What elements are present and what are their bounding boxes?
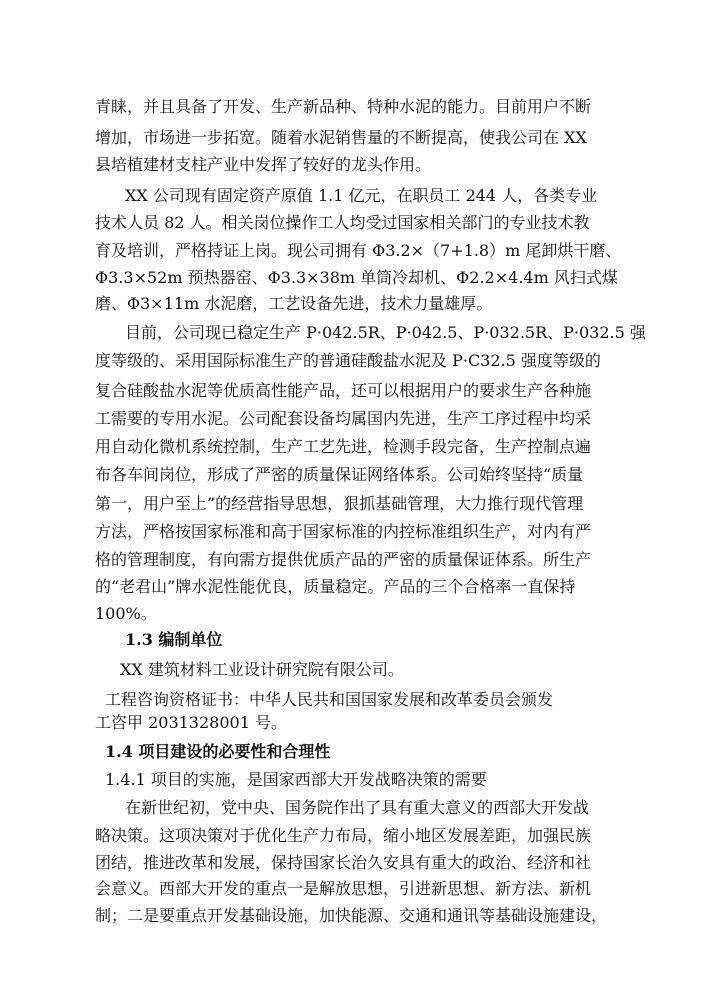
- text-line: 会意义。西部大开发的重点一是解放思想，引进新思想、新方法、新机: [95, 879, 592, 898]
- text-line: 磨、Φ3×11m 水泥磨，工艺设备先进，技术力量雄厚。: [95, 294, 493, 313]
- text-line: 技术人员 82 人。相关岗位操作工人均受过国家相关部门的专业技术教: [95, 213, 590, 232]
- text-line: 县培植建材支柱产业中发挥了较好的龙头作用。: [95, 155, 432, 174]
- text-line: 工咨甲 2031328001 号。: [95, 713, 287, 732]
- text-line: Φ3.3×52m 预热器窑、Φ3.3×38m 单筒冷却机、Φ2.2×4.4m 风扫式煤: [95, 268, 618, 287]
- text-line: 青睐，并且具备了开发、生产新品种、特种水泥的能力。目前用户不断: [95, 97, 592, 116]
- text-line: 团结，推进改革和发展，保持国家长治久安具有重大的政治、经济和社: [95, 853, 592, 872]
- text-line: 育及培训，严格持证上岗。现公司拥有 Φ3.2×（7+1.8）m 尾卸烘干磨、: [95, 241, 622, 260]
- text-line: 用自动化微机系统控制，生产工艺先进，检测手段完备，生产控制点遍: [95, 437, 592, 456]
- text-line: 格的管理制度，有向需方提供优质产品的严密的质量保证体系。所生产: [95, 550, 592, 569]
- section-heading-1-4: 1.4 项目建设的必要性和合理性: [105, 742, 331, 761]
- text-line: 复合硅酸盐水泥等优质高性能产品，还可以根据用户的要求生产各种施: [95, 381, 592, 400]
- text-line: 第一，用户至上”的经营指导思想，狠抓基础管理，大力推行现代管理: [95, 494, 584, 513]
- text-line: 增加，市场进一步拓宽。随着水泥销售量的不断提高，使我公司在 XX: [95, 128, 587, 147]
- text-line: 布各车间岗位，形成了严密的质量保证网络体系。公司始终坚持“质量: [95, 465, 584, 484]
- paragraph-start-line: 目前，公司现已稳定生产 P·042.5R、P·042.5、P·032.5R、P·032.5 强: [125, 323, 646, 342]
- paragraph-start-line: XX 公司现有固定资产原值 1.1 亿元，在职员工 244 人，各类专业: [125, 186, 598, 205]
- text-line: XX 建筑材料工业设计研究院有限公司。: [120, 660, 404, 679]
- text-line: 工需要的专用水泥。公司配套设备均属国内先进，生产工序过程中均采: [95, 409, 592, 428]
- text-line: 制；二是要重点开发基础设施，加快能源、交通和通讯等基础设施建设，: [95, 906, 608, 925]
- text-line: 度等级的、采用国际标准生产的普通硅酸盐水泥及 P·C32.5 强度等级的: [95, 351, 601, 370]
- text-line: 方法，严格按国家标准和高于国家标准的内控标准组织生产，对内有严: [95, 522, 592, 541]
- text-line: 100%。: [95, 604, 157, 623]
- text-line: 略决策。这项决策对于优化生产力布局，缩小地区发展差距，加强民族: [95, 826, 592, 845]
- section-heading-1-3: 1.3 编制单位: [125, 630, 223, 649]
- paragraph-start-line: 在新世纪初，党中央、国务院作出了具有重大意义的西部大开发战: [125, 798, 590, 817]
- text-line: 的“老君山”牌水泥性能优良，质量稳定。产品的三个合格率一直保持: [95, 577, 576, 596]
- text-line: 工程咨询资格证书：中华人民共和国国家发展和改革委员会颁发: [105, 690, 554, 709]
- subsection-heading-1-4-1: 1.4.1 项目的实施，是国家西部大开发战略决策的需要: [105, 770, 487, 789]
